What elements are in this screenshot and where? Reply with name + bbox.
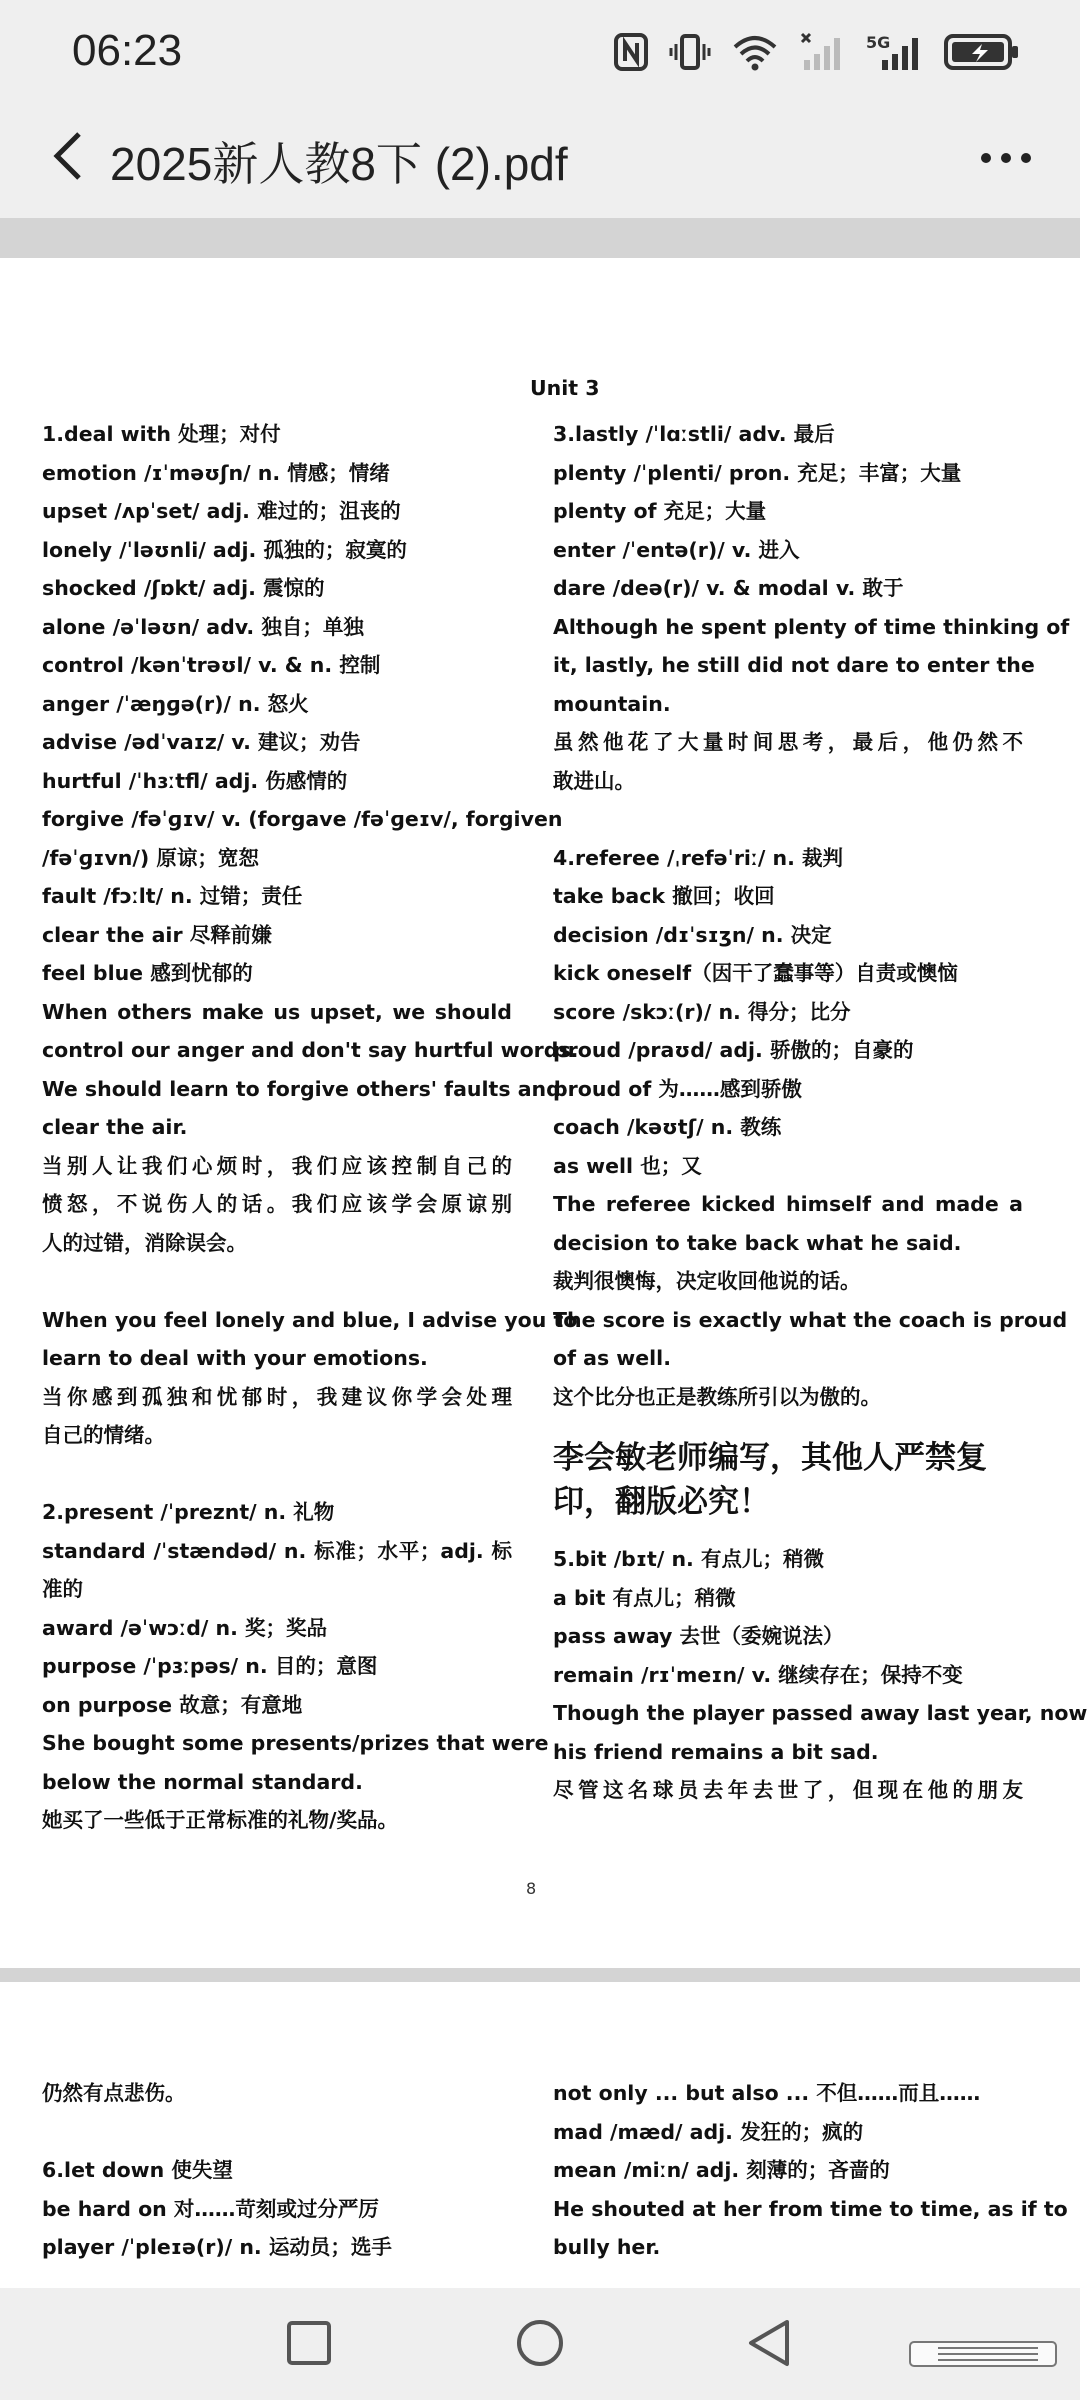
text-line: 自己的情绪。 xyxy=(42,1423,165,1447)
text-line: /fəˈɡɪvn/) 原谅；宽恕 xyxy=(42,845,259,870)
text-line: not only ... but also ... 不但……而且…… xyxy=(553,2081,981,2105)
text-line: The score is exactly what the coach is proud xyxy=(553,1307,1068,1332)
text-line: alone /əˈləʊn/ adv. 独自；单独 xyxy=(42,614,364,639)
text-line: shocked /ʃɒkt/ adj. 震惊的 xyxy=(42,576,325,600)
back-arrow-icon xyxy=(51,130,85,186)
circle-icon xyxy=(515,2318,565,2372)
recent-apps-button[interactable] xyxy=(274,2310,344,2380)
text-line: take back 撤回；收回 xyxy=(553,884,775,908)
text-line: kick oneself（因干了蠢事等）自责或懊恼 xyxy=(553,961,958,985)
text-line: When you feel lonely and blue, I advise you to xyxy=(42,1307,578,1332)
text-line: 这个比分也正是教练所引以为傲的。 xyxy=(553,1384,881,1409)
back-button[interactable] xyxy=(734,2310,804,2380)
text-line: mad /mæd/ adj. 发狂的；疯的 xyxy=(553,2119,864,2144)
text-line: hurtful /ˈhɜːtfl/ adj. 伤感情的 xyxy=(42,768,348,793)
text-line: it, lastly, he still did not dare to enter the xyxy=(553,653,1035,677)
text-line: coach /kəʊtʃ/ n. 教练 xyxy=(553,1115,782,1139)
text-line: proud /praʊd/ adj. 骄傲的；自豪的 xyxy=(553,1038,914,1062)
battery-icon xyxy=(944,33,1020,71)
text-line: control /kənˈtrəʊl/ v. & n. 控制 xyxy=(42,653,381,677)
vibrate-icon xyxy=(670,32,710,72)
text-line: 印，翻版必究！ xyxy=(553,1484,770,1520)
text-line: on purpose 故意；有意地 xyxy=(42,1692,303,1717)
text-line: as well 也；又 xyxy=(553,1153,702,1178)
text-line: 准的 xyxy=(42,1577,83,1601)
text-line: Though the player passed away last year, now xyxy=(553,1701,1087,1725)
text-line: 愤怒，不说伤人的话。我们应该学会原谅别 xyxy=(42,1192,512,1216)
pdf-page xyxy=(0,258,1087,1968)
blank-line xyxy=(42,1455,512,1494)
page-number: 8 xyxy=(526,1879,537,1898)
more-options-button[interactable] xyxy=(968,120,1044,196)
text-line: 当别人让我们心烦时，我们应该控制自己的 xyxy=(42,1153,512,1178)
scroll-handle[interactable] xyxy=(908,2338,1058,2370)
right-column xyxy=(553,2074,1068,2267)
square-icon xyxy=(286,2320,332,2370)
text-line: feel blue 感到忧郁的 xyxy=(42,961,253,985)
text-line: 她买了一些低于正常标准的礼物/奖品。 xyxy=(42,1808,398,1832)
text-line: emotion /ɪˈməʊʃn/ n. 情感；情绪 xyxy=(42,460,390,485)
text-line: purpose /ˈpɜːpəs/ n. 目的；意图 xyxy=(42,1654,378,1678)
text-line: score /skɔː(r)/ n. 得分；比分 xyxy=(553,999,851,1024)
text-line: advise /ədˈvaɪz/ v. 建议；劝告 xyxy=(42,730,361,754)
5g-signal-icon xyxy=(866,32,922,72)
text-line: 人的过错，消除误会。 xyxy=(42,1230,247,1255)
app-header xyxy=(0,100,1080,218)
text-line: We should learn to forgive others' faults and xyxy=(42,1076,561,1101)
text-line: his friend remains a bit sad. xyxy=(553,1739,879,1764)
text-line: He shouted at her from time to time, as if to xyxy=(553,2196,1068,2221)
text-line: control our anger and don't say hurtful words. xyxy=(42,1038,579,1062)
text-line: bully her. xyxy=(553,2235,661,2259)
text-line: decision /dɪˈsɪʒn/ n. 决定 xyxy=(553,922,832,947)
text-line: mean /miːn/ adj. 刻薄的；吝啬的 xyxy=(553,2158,890,2182)
text-line: dare /deə(r)/ v. & modal v. 敢于 xyxy=(553,576,904,600)
text-line: be hard on 对……苛刻或过分严厉 xyxy=(42,2196,379,2221)
text-line: learn to deal with your emotions. xyxy=(42,1346,428,1370)
home-button[interactable] xyxy=(505,2310,575,2380)
text-line: award /əˈwɔːd/ n. 奖；奖品 xyxy=(42,1615,328,1640)
text-line: a bit 有点儿；稍微 xyxy=(553,1585,736,1610)
text-line: remain /rɪˈmeɪn/ v. 继续存在；保持不变 xyxy=(553,1662,963,1687)
network-label: 5G xyxy=(866,33,891,52)
text-line: 李会敏老师编写，其他人严禁复 xyxy=(553,1440,987,1476)
text-line: 1.deal with 处理；对付 xyxy=(42,422,281,446)
text-line: of as well. xyxy=(553,1346,671,1370)
nfc-icon xyxy=(614,33,648,71)
text-line: 虽然他花了大量时间思考，最后，他仍然不 xyxy=(553,730,1023,754)
text-line: 裁判很懊悔，决定收回他说的话。 xyxy=(553,1269,861,1293)
text-line: The referee kicked himself and made a xyxy=(553,1192,1023,1216)
back-arrow-button[interactable] xyxy=(30,120,106,196)
text-line: 4.referee /ˌrefəˈriː/ n. 裁判 xyxy=(553,845,844,870)
unit-heading: Unit 3 xyxy=(530,376,600,400)
status-bar xyxy=(0,0,1080,100)
text-line: When others make us upset, we should xyxy=(42,999,512,1024)
right-column xyxy=(553,415,1087,1810)
text-line: below the normal standard. xyxy=(42,1769,363,1794)
text-line: enter /ˈentə(r)/ v. 进入 xyxy=(553,537,800,562)
text-line: decision to take back what he said. xyxy=(553,1230,962,1255)
text-line: 仍然有点悲伤。 xyxy=(42,2081,186,2105)
text-line: standard /ˈstændəd/ n. 标准；水平；adj. 标 xyxy=(42,1538,512,1563)
blank-line xyxy=(553,800,1023,839)
text-line: clear the air. xyxy=(42,1115,188,1139)
pdf-viewer[interactable] xyxy=(0,218,1087,2288)
blank-line xyxy=(42,2113,512,2152)
text-line: upset /ʌpˈset/ adj. 难过的；沮丧的 xyxy=(42,499,401,523)
text-line: pass away 去世（委婉说法） xyxy=(553,1624,844,1648)
text-line: mountain. xyxy=(553,691,671,716)
text-line: plenty of 充足；大量 xyxy=(553,499,767,523)
text-line: lonely /ˈləʊnli/ adj. 孤独的；寂寞的 xyxy=(42,537,407,562)
system-nav-bar xyxy=(0,2288,1080,2400)
wifi-icon xyxy=(732,33,778,71)
status-time: 06:23 xyxy=(72,26,183,75)
text-line: clear the air 尽释前嫌 xyxy=(42,922,272,947)
left-column xyxy=(42,415,579,1840)
left-column xyxy=(42,2074,512,2267)
text-line: plenty /ˈplenti/ pron. 充足；丰富；大量 xyxy=(553,460,962,485)
text-line: fault /fɔːlt/ n. 过错；责任 xyxy=(42,884,303,908)
text-line: She bought some presents/prizes that were xyxy=(42,1731,549,1755)
text-line: 敢进山。 xyxy=(553,768,635,793)
document-title: 2025新人教8下 (2).pdf xyxy=(110,138,568,190)
text-line: 2.present /ˈpreznt/ n. 礼物 xyxy=(42,1500,335,1524)
text-line: 5.bit /bɪt/ n. 有点儿；稍微 xyxy=(553,1547,824,1571)
text-line: 尽管这名球员去年去世了，但现在他的朋友 xyxy=(553,1778,1023,1802)
status-icons xyxy=(614,30,1020,74)
text-line: proud of 为……感到骄傲 xyxy=(553,1076,802,1101)
text-line: anger /ˈæŋɡə(r)/ n. 怒火 xyxy=(42,691,309,716)
text-line: 当你感到孤独和忧郁时，我建议你学会处理 xyxy=(42,1384,512,1409)
triangle-back-icon xyxy=(745,2318,793,2372)
text-line: 3.lastly /ˈlɑːstli/ adv. 最后 xyxy=(553,422,835,446)
text-line: Although he spent plenty of time thinking of xyxy=(553,614,1070,639)
text-line: 6.let down 使失望 xyxy=(42,2158,233,2182)
signal-icon xyxy=(800,32,844,72)
text-line: player /ˈpleɪə(r)/ n. 运动员；选手 xyxy=(42,2235,392,2259)
more-dots-icon xyxy=(980,149,1032,168)
blank-line xyxy=(42,1262,512,1301)
text-line: forgive /fəˈɡɪv/ v. (forgave /fəˈɡeɪv/, forgiven xyxy=(42,807,563,831)
